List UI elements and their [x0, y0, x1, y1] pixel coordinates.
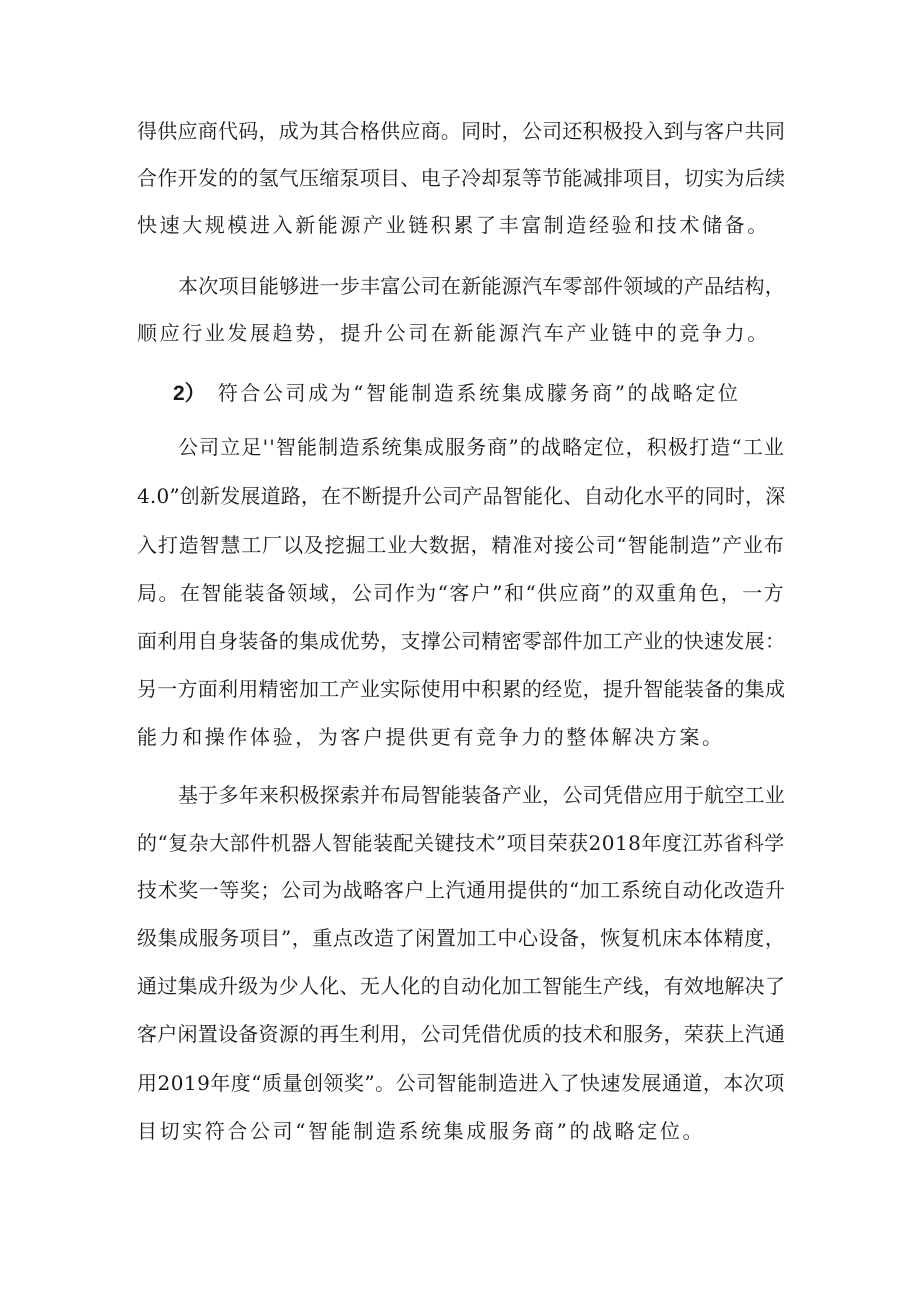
- paragraph-2-line-2: 顺应行业发展趋势，提升公司在新能源汽车产业链中的竞争力。: [137, 321, 770, 345]
- paragraph-3-line-2: 4.0”创新发展道路，在不断提升公司产品智能化、自动化水平的同时，深: [137, 484, 786, 508]
- paragraph-1-line-3: 快速大规模进入新能源产业链积累了丰富制造经验和技术储备。: [137, 213, 770, 237]
- paragraph-3-line-7: 能力和操作体验，为客户提供更有竞争力的整体解决方案。: [137, 725, 725, 749]
- paragraph-3-line-4: 局。在智能装备领域，公司作为“客户”和“供应商”的双重角色，一方: [137, 581, 786, 605]
- paragraph-3-line-1: 公司立足''智能制造系统集成服务商”的战略定位，积极打造“工业: [178, 435, 786, 459]
- section-heading-number: 2）: [173, 382, 206, 405]
- paragraph-1-line-1: 得供应商代码，成为其合格供应商。同时，公司还积极投入到与客户共同: [137, 119, 786, 143]
- paragraph-3-line-6: 另一方面利用精密加工产业实际使用中积累的经览，提升智能装备的集成: [137, 677, 786, 701]
- paragraph-2-line-1: 本次项目能够进一步丰富公司在新能源汽车零部件领域的产品结构，: [178, 274, 785, 298]
- paragraph-4-line-8: 目切实符合公司“智能制造系统集成服务商”的战略定位。: [137, 1119, 706, 1143]
- section-heading-text: 符合公司成为“智能制造系统集成朦务商”的战略定位: [217, 381, 741, 405]
- paragraph-4-line-6: 客户闲置设备资源的再生利用，公司凭借优质的技术和服务，荣获上汽通: [137, 1022, 786, 1046]
- paragraph-1-line-2: 合作开发的的氢气压缩泵项目、电子冷却泵等节能减排项目，切实为后续: [137, 166, 786, 190]
- paragraph-4-line-2: 的“复杂大部件机器人智能装配关键技术”项目荣获2018年度江苏省科学: [137, 831, 785, 855]
- paragraph-4-line-7: 用2019年度“质量创领奖”。公司智能制造进入了快速发展通道，本次项: [137, 1071, 785, 1095]
- section-heading: [173, 380, 741, 407]
- paragraph-4-line-1: 基于多年来积极探索并布局智能装备产业，公司凭借应用于航空工业: [178, 783, 785, 807]
- paragraph-4-line-4: 级集成服务项目”，重点改造了闲置加工中心设备，恢复机床本体精度，: [137, 926, 786, 950]
- paragraph-4-line-5: 通过集成升级为少人化、无人化的自动化加工智能生产线，有效地解决了: [137, 974, 786, 998]
- paragraph-3-line-5: 面利用自身装备的集成优势，支撑公司精密零部件加工产业的快速发展：: [137, 629, 786, 653]
- paragraph-3-line-3: 入打造智慧工厂以及挖掘工业大数据，精准对接公司“智能制造”产业布: [137, 533, 785, 557]
- paragraph-4-line-3: 技术奖一等奖；公司为战略客户上汽通用提供的“加工系统自动化改造升: [137, 878, 786, 902]
